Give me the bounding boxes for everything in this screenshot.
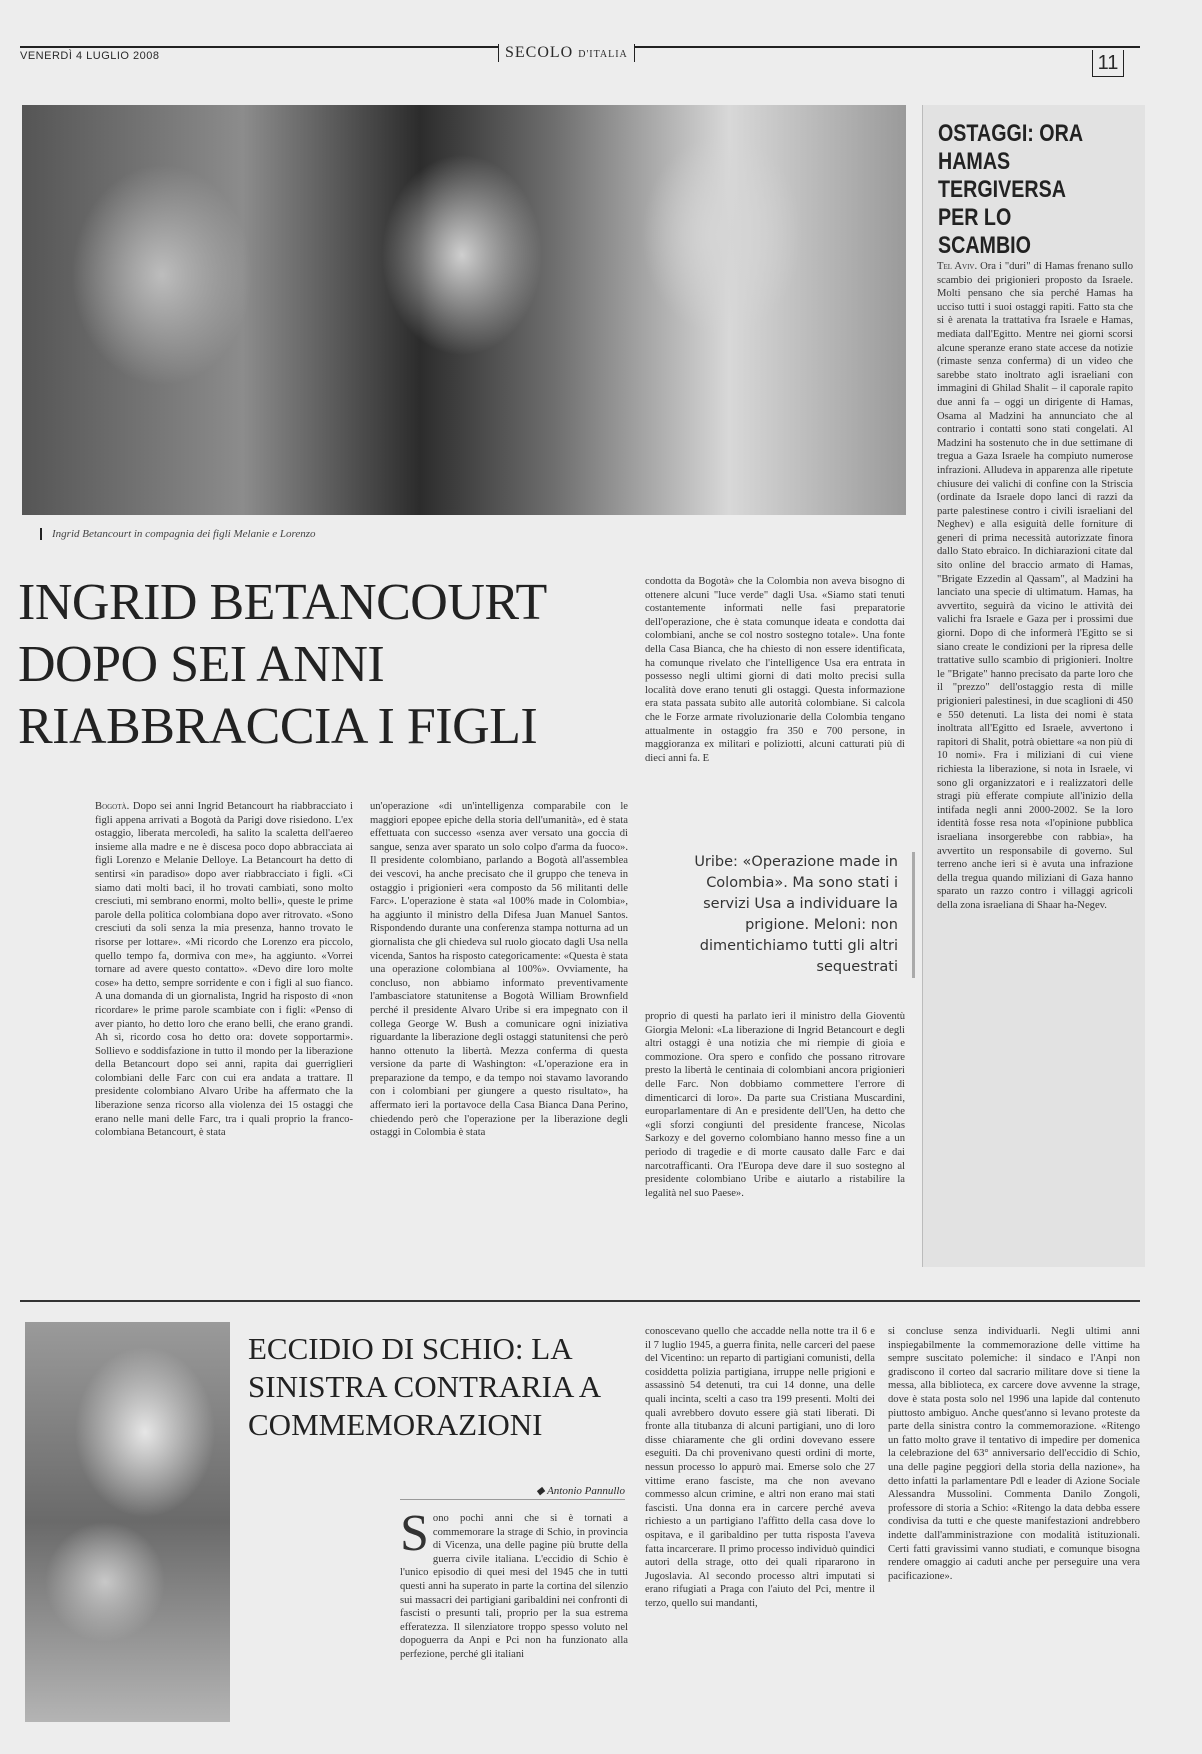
pull-quote: Uribe: «Operazione made in Colombia». Ma sono stati i servizi Usa a individuare la prigione. Meloni: non dimentichiamo tutti gli altri sequestrati	[668, 852, 915, 978]
bottom-article-column-3: si concluse senza individuarli. Negli ultimi anni inspiegabilmente la commemorazione delle vittime ha sempre suscitato polemiche: il sindaco e l'Anpi non gradiscono il corteo dal sacrario militare dove si tiene la messa, alla biblioteca, ex carcere dove avvenne la strage, dove è stata posta solo nel 1996 una lapide dal contenuto piuttosto ambiguo. Anche quest'anno si levano proteste da parte della sinistra contro la commemorazione. «Ritengo un fatto molto grave il tentativo di impedire per domenica la celebrazione del 63° anniversario dell'eccidio di Schio, una delle pagine peggiori della storia della nazione», ha detto infatti la parlamentare Pdl e leader di Azione Sociale Alessandra Mussolini. Commenta Danilo Zongoli, professore di storia a Schio: «Ritengo la data debba essere condivisa da tutti e che queste manifestazioni andrebbero indette dall'amministrazione con modalità istituzionali. Certi fatti gravissimi vanno studiati, e comunque bisogna rendere omaggio ai caduti anche per perseguire una vera pacificazione».	[888, 1326, 1140, 1582]
mussolini-photo	[25, 1322, 230, 1722]
column-text: ono pochi anni che si è tornati a commemorare la strage di Schio, in provincia di Vicenza, una delle pagine più brutte della guerra civile italiana. L'eccidio di Schio è l'unico episodio di quei mesi del 1945 che in tutti questi anni ha superato in parte la cortina del silenzio sui massacri dei partigiani garibaldini nei confronti di fascisti o presunti tali, proprio per la sua estrema efferatezza. Il silenziatore troppo spesso voluto nel dopoguerra da Anpi e Pci non ha funzionato alla perfezione, perché gli italiani	[400, 1513, 628, 1660]
bottom-headline: ECCIDIO DI SCHIO: LA SINISTRA CONTRARIA A COMMEMORAZIONI	[248, 1331, 600, 1442]
masthead	[498, 44, 635, 62]
main-article-column-3-bottom: proprio di questi ha parlato ieri il ministro della Gioventù Giorgia Meloni: «La liberazione di Ingrid Betancourt e degli altri ostaggi è una notizia che mi riempie di gioia e commozione. Ora spero e confido che possano ritrovare presto la libertà le centinaia di colombiani ancora prigionieri delle Farc. Non dobbiamo commettere l'errore di dimenticarci di loro». Da parte sua Cristiana Muscardini, europarlamentare di An e presidente dell'Uen, ha detto che «gli sforzi congiunti del presidente francese, Nicolas Sarkozy e del governo colombiano hanno messo fine a un periodo di tragedie e di morte causato dalle Farc e dai narcotrafficanti. Ora l'Europa deve dare il suo sostegno al presidente colombiano Uribe e aiutarlo a ristabilire la legalità nel suo Paese».	[645, 1011, 905, 1199]
drop-cap: S	[400, 1512, 429, 1562]
column-text: Dopo sei anni Ingrid Betancourt ha riabbracciato i figli appena arrivati a Bogotà da Parigi dove risiedono. L'ex ostaggio, liberata mercoledì, ha salito la scaletta dell'aereo insieme alla madre e ne è discesa poco dopo abbracciata ai figli Lorenzo e Melanie Delloye. La Betancourt ha detto di sentirsi «in paradiso» dopo aver riabbracciato i figli. «Ci siamo dati molti baci, il ho trovati cambiati, sono molto cresciuti, mi sembrano enormi, molto belli», queste le prime parole della politica colombiana dopo aver ritrovato. «Sono cresciuti da soli senza la mia presenza, hanno trovato le risorse per lottare». «Mi ricordo che Lorenzo era piccolo, quello tempo fa, dormiva con me», ha aggiunto. «Vorrei tornare ad avere questo contatto». «Devo dire loro molte cose» ha detto, sempre sorridente e con i figli al suo fianco. A una domanda di un giornalista, Ingrid ha risposto di «non ricordare» le prime parole scambiate con i figli: «Penso di aver pianto, ho detto loro che erano belli, che erano grandi. Ah sì, ricordo cosa ho detto ora: dovete sopportarmi». Sollievo e soddisfazione in tutto il mondo per la liberazione della Betancourt dopo sei anni, rapita dai guerriglieri colombiani delle Farc con cui era andata a trattare. Il presidente colombiano Alvaro Uribe ha affermato che la liberazione senza ricorso alla violenza dei 15 ostaggi che erano nelle mani delle Farc, tra i quali proprio la franco-colombiana Betancourt, è stata	[95, 801, 353, 1139]
main-article-column-1	[95, 800, 353, 1268]
section-rule	[20, 1300, 1140, 1302]
sidebar-headline: OSTAGGI: ORA HAMAS TERGIVERSA PER LO SCAMBIO	[938, 120, 1083, 259]
author-name: Antonio Pannullo	[547, 1485, 625, 1497]
page-number: 11	[1092, 50, 1124, 77]
masthead-suffix: D'ITALIA	[578, 49, 628, 60]
bottom-article-column-2: conoscevano quello che accadde nella notte tra il 6 e il 7 luglio 1945, a guerra finita, nelle carceri del paese del Vicentino: un reparto di partigiani comunisti, della cosiddetta polizia partigiana, irruppe nelle prigioni e assassinò 54 detenuti, tra cui 14 donne, una delle quali incinta, scelti a caso tra 199 presenti. Molti dei quali avrebbero dovuto essere già stati liberati. Di fronte alla titubanza di alcuni partigiani, uno di loro disse chiaramente che gli ordini dovevano essere eseguiti. Da chi provenivano questi ordini di morte, nessun processo lo appurò mai. Emerse solo che 27 vittime erano fasciste, ma che non avevano commesso alcun crimine, e altri non erano mai stati fascisti. Una donna era in carcere perché aveva richiesto a un partigiano l'affitto della casa dove lo ospitava, e il garibaldino per tutta risposta l'aveva fatta incarcerare. Il primo processo individuò quindici autori della strage, otto dei quali ripararono in Jugoslavia. Al secondo processo altri imputati si erano rifugiati a Praga con l'aiuto del Pci, mentre il terzo, quello sui mandanti,	[645, 1326, 875, 1609]
sidebar-text: Ora i "duri" di Hamas frenano sullo scambio dei prigionieri proposto da Israele. Molti pensano che sia perché Hamas ha ucciso tutti i suoi ostaggi rapiti. Fatto sta che si è arenata la trattativa fra Israele e Hamas, mediata dall'Egitto. Mentre nei giorni scorsi alcune speranze erano state accese da notizie (rimaste senza conferma) di un video che sarebbe stato inoltrato agli israeliani con immagini di Ghilad Shalit – il caporale rapito due anni fa – oggi un dirigente di Hamas, Osama al Madzini ha annunciato che al contrario i contatti sono stati congelati. Al Madzini ha sostenuto che in due settimane di tregua a Gaza Israele ha compiuto numerose infrazioni. Alludeva in apparenza alle ripetute chiusure dei valichi di confine con la Striscia (ordinate da Israele dopo lanci di razzi da parte palestinese contro i civili israeliani del Neghev) e alla esiguità delle forniture di generi di prima necessità autorizzate finora dallo Stato ebraico. In dichiarazioni citate dal sito online del braccio armato di Hamas, "Brigate Ezzedin al Qassam", al Madzini ha lanciato una specie di ultimatum. Hamas, ha avvertito, seguirà da vicino le attività dei valichi fra Israele e Gaza per i prossimi due giorni. Dopo di che informerà l'Egitto se si siano create le condizioni per la ripresa delle trattative sullo scambio di prigionieri. Inoltre le "Brigate" hanno precisato da parte loro che il "prezzo" dell'ostaggio resta di mille prigionieri palestinesi, in due scaglioni di 450 e 550 detenuti. La lista dei nomi è stata inoltrata all'Egitto ed Israele, avvertono i rapitori di Shalit, potrà obiettare «a non più di 10 nomi». Fra i miliziani di cui viene richiesta la liberazione, si nota in Israele, vi sono gli organizzatori e i realizzatori delle stragi più efferate compiute all'inizio della intifada negli anni 2000-2002. Se la loro identità fosse resa nota «l'opinione pubblica israeliana insorgerebbe con rabbia», ha avvertito un responsabile di governo. Sul terreno anche ieri si è avuta una infrazione della tregua quando miliziani di Gaza hanno sparato un razzo contro i villaggi agricoli della zona israeliana di Shaar ha-Negev.	[937, 261, 1133, 911]
betancourt-family-photo	[22, 105, 906, 515]
main-headline: INGRID BETANCOURT DOPO SEI ANNI RIABBRACCIA I FIGLI	[18, 574, 546, 755]
main-article-column-2: un'operazione «di un'intelligenza comparabile con le maggiori epopee epiche della storia dell'umanità», ed è stata effettuata con successo «senza aver versato una goccia di sangue, senza aver sparato un solo colpo d'arma da fuoco». Il presidente colombiano, parlando a Bogotà all'assemblea dei vescovi, ha anche precisato che il gruppo che teneva in ostaggio i prigionieri «era composto da 56 militanti delle Farc». L'operazione è stata «al 100% made in Colombia», ha aggiunto il ministro della Difesa Juan Manuel Santos. Rispondendo durante una conferenza stampa notturna ad un giornalista che gli chiedeva sul ruolo giocato dagli Usa nella vicenda, Santos ha risposto categoricamente: «Questa è stata una operazione colombiana al 100%». Ovviamente, ha concluso, non abbiamo informato preventivamente l'ambasciatore statunitense a Bogotà William Brownfield perché il presidente Alvaro Uribe si era impegnato con il collega George W. Bush a comunicare ogni iniziativa riguardante la liberazione degli ostaggi statunitensi che però hanno ottenuto la libertà. Mezza conferma di questa versione da parte di Washington: «L'operazione era in preparazione da tempo, e da tempo noi stavamo lavorando con i colombiani per giungere a questo risultato», ha affermato ieri la portavoce della Casa Bianca Dana Perino, chiedendo però che l'operazione per la liberazione degli ostaggi in Colombia è stata	[370, 801, 628, 1139]
bottom-article-column-1	[400, 1512, 628, 1727]
photo-caption: Ingrid Betancourt in compagnia dei figli Melanie e Lorenzo	[40, 528, 316, 540]
masthead-title: SECOLO	[505, 44, 574, 61]
issue-date: VENERDÌ 4 LUGLIO 2008	[20, 50, 160, 62]
byline: ◆ Antonio Pannullo	[400, 1484, 625, 1500]
dateline: Bogotà.	[95, 801, 130, 812]
main-article-column-3-top: condotta da Bogotà» che la Colombia non aveva bisogno di ottenere alcuni "luce verde" dagli Usa. «Siamo stati tenuti costantemente informati nelle fasi preparatorie dell'operazione, che è stata comunque ideata e condotta dai colombiani, anche se col nostro sostegno totale». Una fonte della Casa Bianca, che ha chiesto di non essere identificata, ha comunque rivelato che l'intelligence Usa era entrata in possesso negli ultimi giorni di dati molto precisi sulla località dove erano tenuti gli ostaggi. Questa informazione era stata passata subito alle autorità colombiane. Si calcola che le Forze armate rivoluzionarie della Colombia tengano attualmente in ostaggio fra 350 e 700 persone, in maggioranza ex militari e poliziotti, alcuni catturati più di dieci anni fa. E	[645, 576, 905, 764]
sidebar-body	[937, 260, 1133, 1260]
sidebar-dateline: Tel Aviv.	[937, 261, 978, 272]
